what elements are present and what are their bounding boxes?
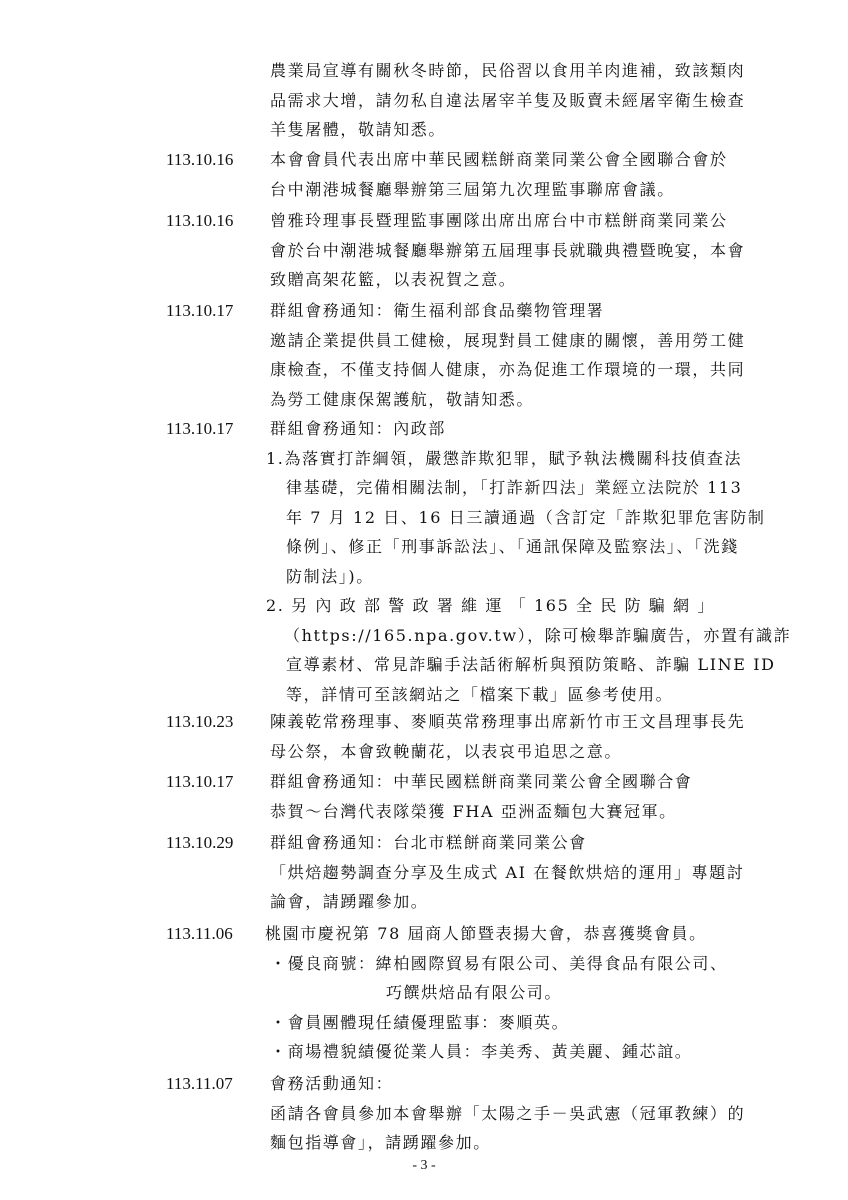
entry-text-line: 曾雅玲理事長暨理監事團隊出席出席台中市糕餅商業同業公 [270, 211, 728, 230]
entry-text-line: 等，詳情可至該網站之「檔案下載」區參考使用。 [286, 684, 674, 704]
entry-text-line: 條例」、修正「刑事訴訟法」、「通訊保障及監察法」、「洗錢 [286, 537, 739, 556]
entry-text-line: 群組會務通知：中華民國糕餅商業同業公會全國聯合會 [270, 772, 693, 791]
entry-date: 113.10.17 [166, 772, 234, 791]
entry-text-line: 「烘焙趨勢調查分享及生成式 AI 在餐飲烘焙的運用」專題討 [270, 862, 745, 882]
entry-text-line: 函請各會員參加本會舉辦「太陽之手－吳武憲（冠軍教練）的 [270, 1103, 746, 1123]
entry-text-line: 桃園市慶祝第 78 屆商人節暨表揚大會，恭喜獲獎會員。 [265, 924, 707, 943]
entry-text-line: 年 7 月 12 日、16 日三讀通過（含訂定「詐欺犯罪危害防制 [286, 507, 766, 527]
entry-text-line: 會於台中潮港城餐廳舉辦第五屆理事長就職典禮暨晚宴，本會 [270, 240, 746, 260]
entry-text-line: 論會，請踴躍參加。 [270, 892, 429, 911]
entry-text-line: 本會會員代表出席中華民國糕餅商業同業公會全國聯合會於 [270, 150, 728, 169]
entry-text-line: 致贈高架花籃，以表祝賀之意。 [270, 270, 517, 289]
entry-text-line: 麵包指導會」，請踴躍參加。 [270, 1133, 491, 1152]
entry-text-line: 1.為落實打詐綱領，嚴懲詐欺犯罪，賦予執法機關科技偵查法 [266, 448, 743, 468]
entry-text-line: ・商場禮貌績優從業人員：李美秀、黃美麗、鍾芯誼。 [270, 1042, 693, 1061]
page-number: - 3 - [412, 1158, 436, 1173]
entry-text-line: 宣導素材、常見詐騙手法話術解析與預防策略、詐騙 LINE ID [286, 655, 776, 674]
paragraph-line: 品需求大增，請勿私自違法屠宰羊隻及販賣未經屠宰衛生檢查 [270, 90, 746, 110]
entry-text-line: ・優良商號：緯柏國際貿易有限公司、美得食品有限公司、 [270, 953, 728, 973]
entry-date: 113.11.07 [166, 1074, 233, 1093]
entry-text-line: 群組會務通知：衛生福利部食品藥物管理署 [270, 301, 605, 320]
entry-text-line: 巧饌烘焙品有限公司。 [386, 983, 563, 1002]
entry-date: 113.10.17 [166, 301, 234, 320]
entry-text-line: 陳義乾常務理事、麥順英常務理事出席新竹市王文昌理事長先 [270, 712, 746, 731]
entry-text-line: ・會員團體現任績優理監事：麥順英。 [270, 1012, 570, 1032]
entry-text-line: 律基礎，完備相關法制，「打詐新四法」業經立法院於 113 [286, 478, 743, 497]
paragraph-line: 羊隻屠體，敬請知悉。 [270, 120, 447, 139]
entry-date: 113.10.16 [166, 211, 234, 230]
paragraph-line: 農業局宣導有關秋冬時節，民俗習以食用羊肉進補，致該類肉 [270, 61, 746, 80]
entry-text-line: 邀請企業提供員工健檢，展現對員工健康的關懷，善用勞工健 [270, 330, 746, 350]
entry-text-line: 群組會務通知：內政部 [270, 419, 447, 438]
entry-date: 113.10.17 [166, 419, 234, 438]
entry-date: 113.10.16 [166, 150, 234, 169]
entry-text-line: 會務活動通知： [270, 1074, 394, 1093]
entry-text-line: （https://165.npa.gov.tw），除可檢舉詐騙廣告，亦置有識詐 [284, 625, 792, 645]
entry-text-line: 群組會務通知：台北市糕餅商業同業公會 [270, 833, 587, 852]
entry-text-line: 康檢查，不僅支持個人健康，亦為促進工作環境的一環，共同 [270, 360, 746, 379]
entry-date: 113.10.23 [166, 712, 234, 731]
entry-text-line: 防制法」)。 [286, 566, 374, 586]
entry-text-line: 恭賀～台灣代表隊榮獲 FHA 亞洲盃麵包大賽冠軍。 [270, 801, 677, 821]
entry-date: 113.11.06 [166, 924, 233, 943]
entry-text-line: 為勞工健康保駕護航，敬請知悉。 [270, 389, 535, 409]
entry-text-line: 母公祭，本會致輓蘭花，以表哀弔追思之意。 [270, 741, 623, 761]
entry-date: 113.10.29 [166, 833, 234, 852]
entry-text-line: 台中潮港城餐廳舉辦第三屆第九次理監事聯席會議。 [270, 179, 675, 199]
entry-text-line: 2. 另 內 政 部 警 政 署 維 運 「 165 全 民 防 騙 網 」 [266, 596, 716, 615]
